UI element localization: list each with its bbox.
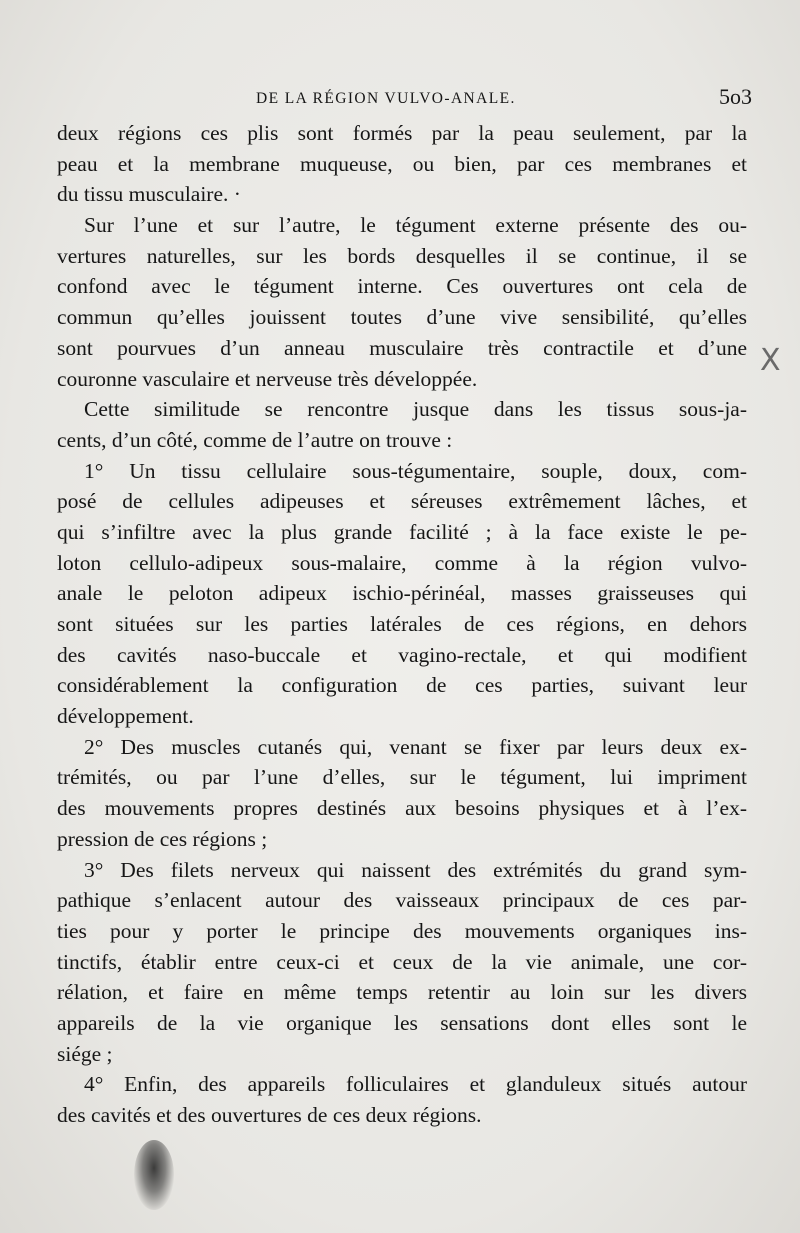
running-head: [56, 84, 752, 114]
text-line: peau et la membrane muqueuse, ou bien, par ces membranes et: [57, 151, 747, 176]
text-line: 4° Enfin, des appareils folliculaires et glanduleux situés autour: [84, 1072, 747, 1097]
text-line: deux régions ces plis sont formés par la peau seulement, par la: [57, 121, 747, 145]
text-line: cents, d’un côté, comme de l’autre on trouve :: [57, 427, 453, 452]
text-line: Sur l’une et sur l’autre, le tégument externe présente des ou-: [84, 213, 747, 238]
text-line: pression de ces régions ;: [57, 826, 268, 851]
text-line: sont situées sur les parties latérales de ces régions, en dehors: [57, 612, 747, 636]
text-line: des mouvements propres destinés aux besoins physiques et à l’ex-: [57, 796, 747, 821]
text-line: couronne vasculaire et nerveuse très développée.: [57, 366, 478, 391]
text-line: du tissu musculaire. ·: [57, 182, 241, 207]
text-line: trémités, ou par l’une d’elles, sur le tégument, lui impriment: [57, 765, 747, 790]
text-line: loton cellulo-adipeux sous-malaire, comme à la région vulvo-: [57, 550, 747, 575]
text-line: ties pour y porter le principe des mouvements organiques ins-: [57, 918, 747, 943]
text-line: 2° Des muscles cutanés qui, venant se fixer par leurs deux ex-: [84, 734, 747, 759]
text-line: siége ;: [57, 1041, 113, 1066]
text-line: des cavités naso-buccale et vagino-rectale, et qui modifient: [57, 642, 747, 667]
text-line: anale le peloton adipeux ischio-périnéal, masses graisseuses qui: [57, 581, 747, 606]
text-line: posé de cellules adipeuses et séreuses extrêmement lâches, et: [57, 489, 747, 514]
text-line: 1° Un tissu cellulaire sous-tégumentaire, souple, doux, com-: [84, 458, 747, 483]
text-line: Cette similitude se rencontre jusque dans les tissus sous-ja-: [84, 397, 747, 422]
text-line: pathique s’enlacent autour des vaisseaux principaux de ces par-: [57, 888, 747, 913]
text-line: sont pourvues d’un anneau musculaire très contractile et d’une: [57, 335, 747, 360]
body-text: [57, 118, 747, 1131]
text-line: vertures naturelles, sur les bords desquelles il se continue, il se: [57, 243, 747, 268]
margin-pencil-mark: X: [760, 343, 781, 378]
text-line: considérablement la configuration de ces parties, suivant leur: [57, 673, 747, 698]
text-line: des cavités et des ouvertures de ces deux régions.: [57, 1103, 482, 1127]
text-line: 3° Des filets nerveux qui naissent des extrémités du grand sym-: [84, 857, 747, 882]
running-title: DE LA RÉGION VULVO-ANALE.: [256, 90, 516, 107]
text-line: appareils de la vie organique les sensations dont elles sont le: [57, 1010, 747, 1035]
text-line: tinctifs, établir entre ceux-ci et ceux de la vie animale, une cor-: [57, 949, 747, 974]
text-line: rélation, et faire en même temps retentir au loin sur les divers: [57, 980, 747, 1005]
text-line: commun qu’elles jouissent toutes d’une vive sensibilité, qu’elles: [57, 305, 747, 330]
text-line: développement.: [57, 704, 194, 729]
page-number: 5o3: [719, 84, 752, 109]
ink-blot: [134, 1140, 174, 1210]
text-line: confond avec le tégument interne. Ces ouvertures ont cela de: [57, 274, 747, 299]
text-line: qui s’infiltre avec la plus grande facilité ; à la face existe le pe-: [57, 519, 747, 544]
